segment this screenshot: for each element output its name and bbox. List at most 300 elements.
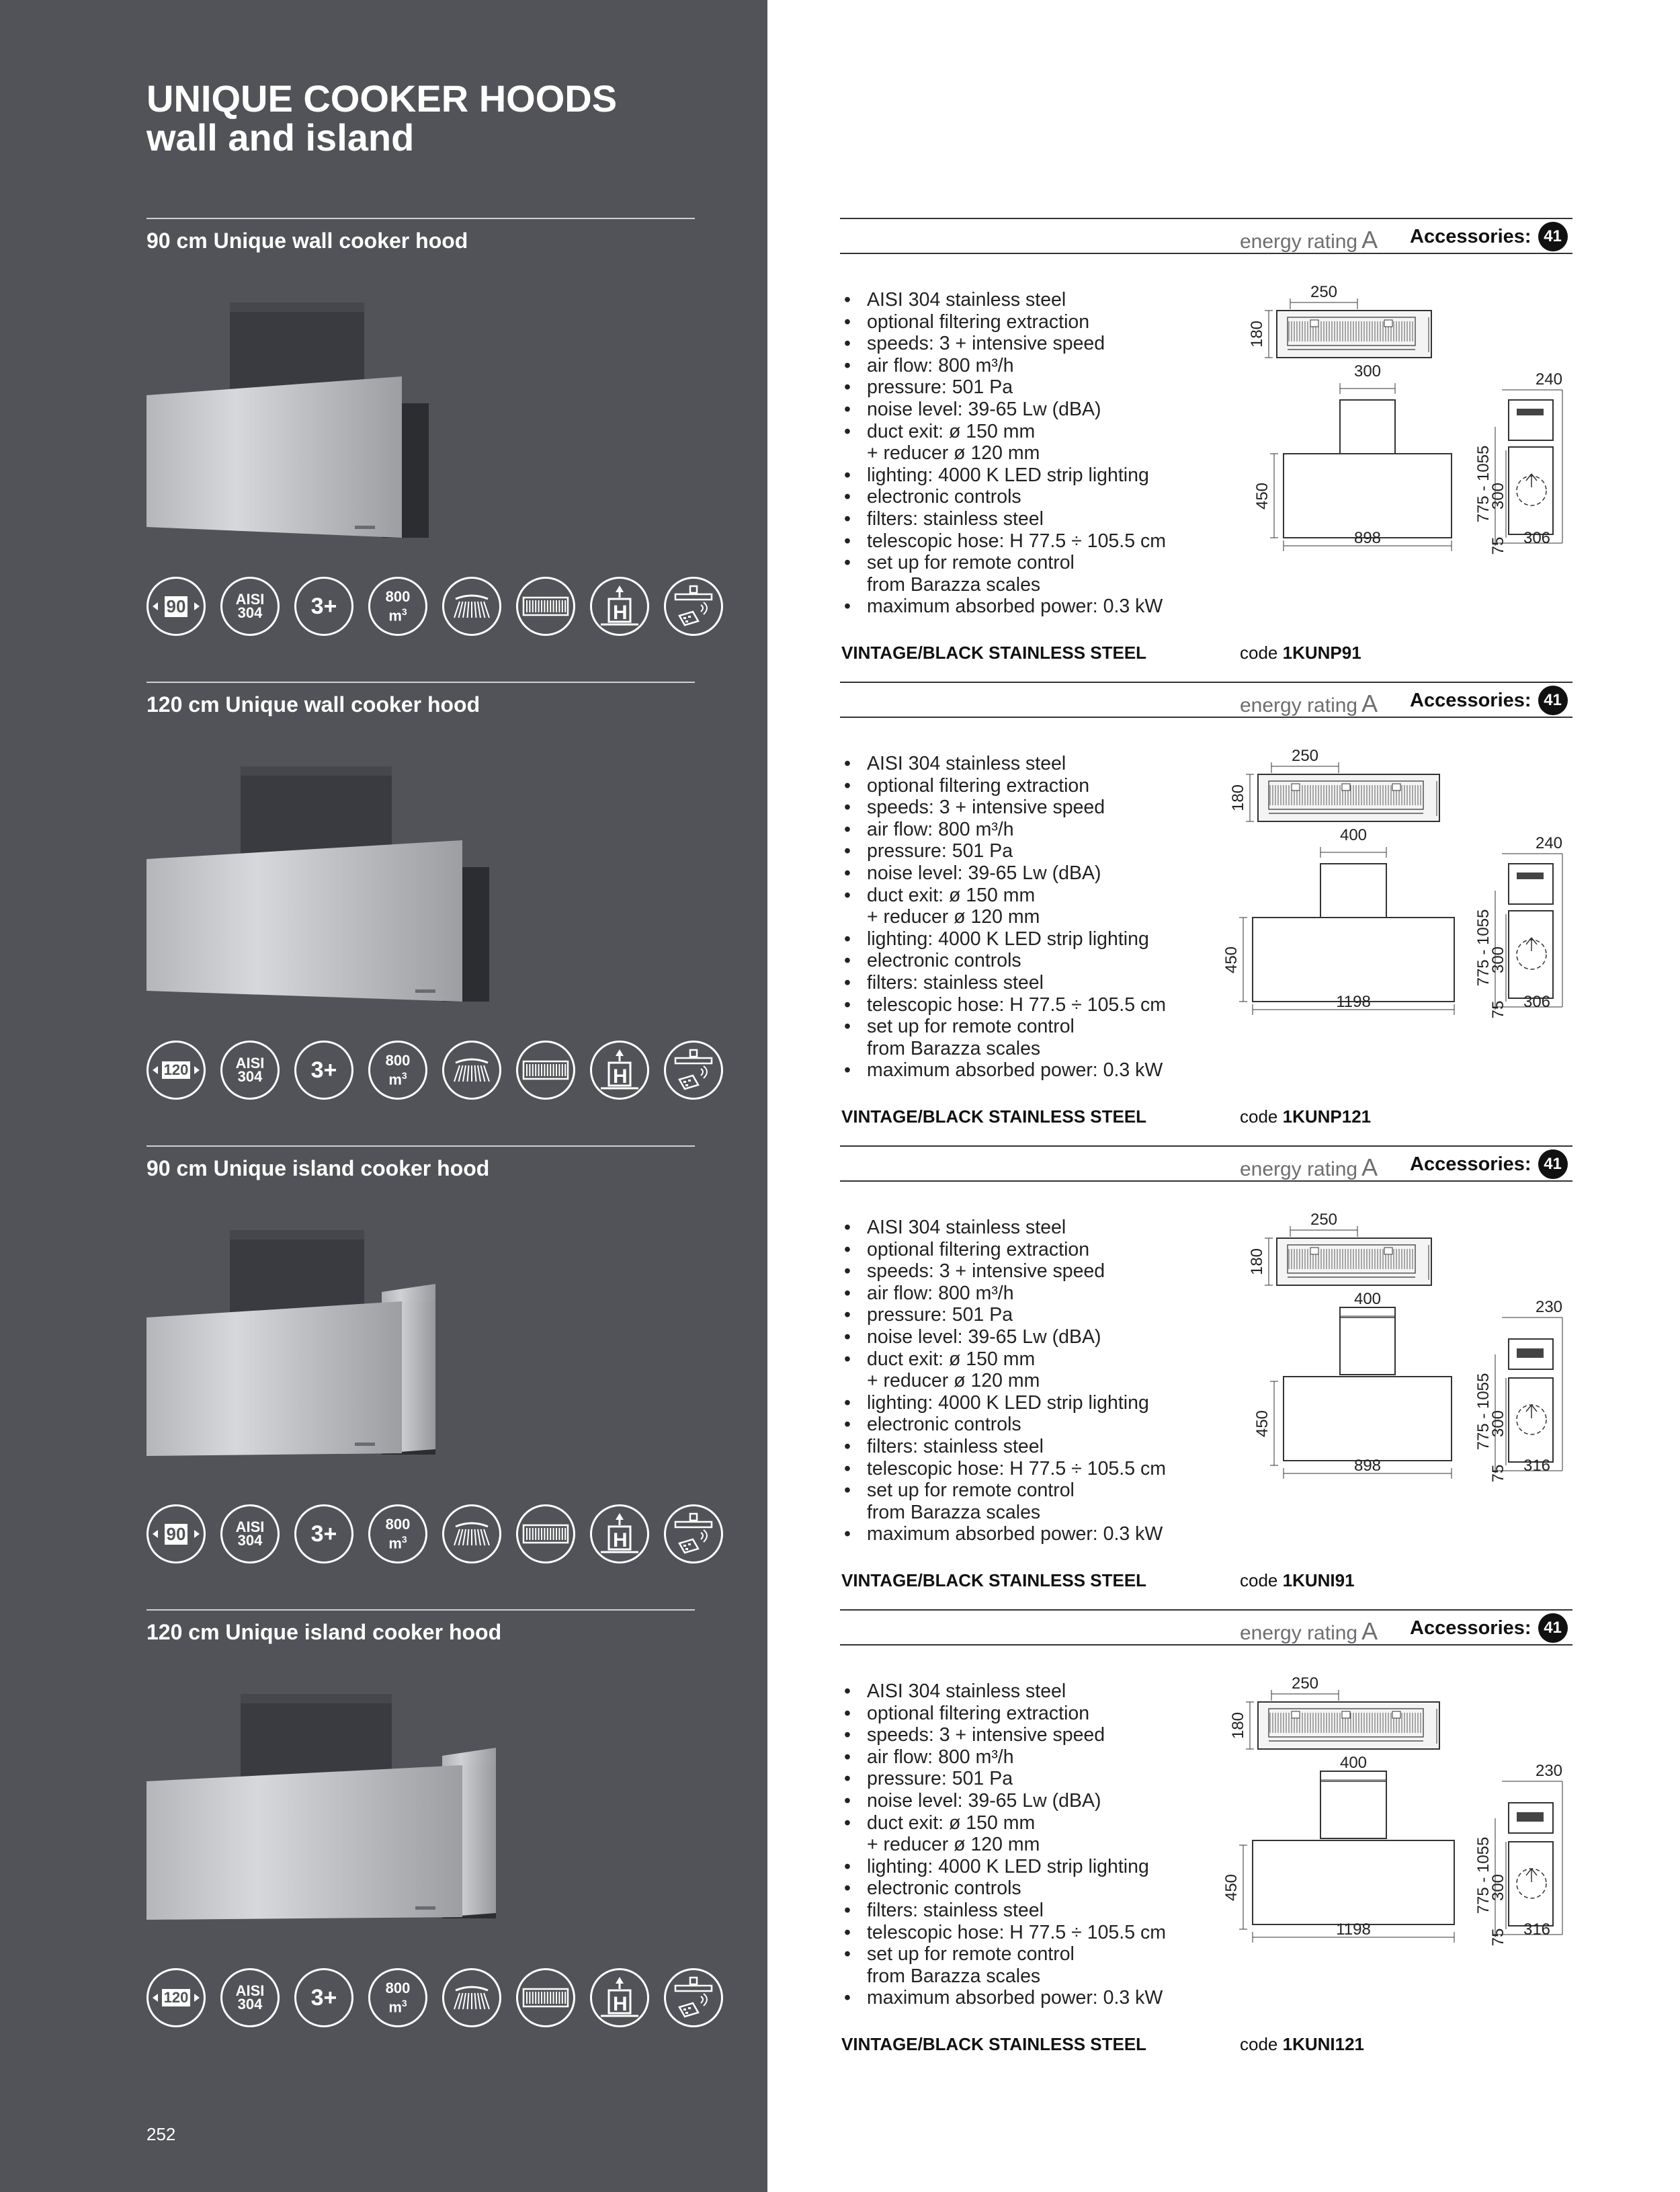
energy-rating <box>1240 1617 1378 1646</box>
product-code <box>1240 2034 1364 2055</box>
dimension-label: 300 <box>1489 1410 1507 1438</box>
feature-item <box>841 1414 1218 1436</box>
feature-text: optional filtering extraction <box>867 311 1090 333</box>
energy-rating <box>1240 1153 1378 1182</box>
accessories-link[interactable] <box>1410 222 1568 251</box>
bullet: • <box>844 774 851 797</box>
width-icon <box>146 1041 206 1100</box>
feature-text: filters: stainless steel <box>867 1435 1044 1457</box>
feature-text: filters: stainless steel <box>867 1899 1044 1921</box>
feature-item <box>841 1016 1218 1059</box>
dimension-label: 180 <box>1229 1711 1247 1740</box>
energy-class: A <box>1361 226 1378 253</box>
feature-text: electronic controls <box>867 1414 1021 1436</box>
feature-text: maximum absorbed power: 0.3 kW <box>867 1523 1163 1545</box>
feature-text: optional filtering extraction <box>867 1238 1090 1260</box>
dimension-label: 775 - 1055 <box>1474 1836 1493 1914</box>
dimension-label: 1198 <box>1336 993 1371 1011</box>
bullet: • <box>844 1238 851 1260</box>
airflow-icon <box>368 1041 427 1100</box>
feature-text: filters: stainless steel <box>867 971 1044 993</box>
dimension-label: 898 <box>1353 1457 1382 1475</box>
feature-item <box>841 972 1218 994</box>
feature-item <box>841 1987 1218 2009</box>
finish-label: VINTAGE/BLACK STAINLESS STEEL <box>841 643 1147 663</box>
feature-text: air flow: 800 m³/h <box>867 354 1014 376</box>
width-badge-label: 90 <box>165 596 188 617</box>
feature-text: noise level: 39-65 Lw (dBA) <box>867 398 1101 420</box>
feature-item <box>841 994 1218 1016</box>
feature-item <box>841 797 1218 819</box>
feature-text: from Barazza scales <box>867 573 1041 596</box>
accessories-label: Accessories: <box>1410 1617 1531 1639</box>
feature-text: AISI 304 stainless steel <box>867 1217 1066 1238</box>
speeds-icon <box>294 1041 353 1100</box>
telescopic-height-icon <box>590 1504 649 1564</box>
aisi-304-icon <box>220 1968 280 2027</box>
bullet: • <box>844 1812 851 1834</box>
feature-icons <box>146 1041 731 1105</box>
feature-item <box>841 421 1218 464</box>
feature-item <box>841 552 1218 596</box>
dimension-label: 775 - 1055 <box>1474 909 1493 987</box>
code-value: 1KUNI121 <box>1282 2034 1365 2054</box>
dimension-label: 450 <box>1222 946 1241 974</box>
dimension-label: 400 <box>1339 1754 1368 1772</box>
airflow-unit-exp: 3 <box>401 1069 407 1081</box>
bullet: • <box>844 1457 851 1479</box>
dimension-label: 75 <box>1489 536 1507 555</box>
remote-control-icon <box>664 577 723 636</box>
dimension-label: 75 <box>1489 1000 1507 1019</box>
bullet: • <box>844 1746 851 1768</box>
feature-icons <box>146 1968 731 2033</box>
page-title-line1: UNIQUE COOKER HOODS <box>146 77 618 120</box>
bullet: • <box>844 1348 851 1370</box>
energy-class: A <box>1361 1617 1378 1645</box>
bullet: • <box>844 1217 851 1238</box>
dimension-label: 230 <box>1535 1298 1563 1316</box>
airflow-unit-m: m <box>388 1998 402 2016</box>
bullet: • <box>844 1260 851 1283</box>
accessories-label: Accessories: <box>1410 689 1531 711</box>
dimension-label: 400 <box>1339 826 1368 844</box>
feature-list <box>841 1217 1218 1545</box>
bullet: • <box>844 1768 851 1790</box>
feature-text: AISI 304 stainless steel <box>867 289 1066 311</box>
airflow-unit <box>388 604 407 623</box>
feature-item <box>841 950 1218 972</box>
feature-text: lighting: 4000 K LED strip lighting <box>867 464 1149 486</box>
airflow-unit-m: m <box>388 1071 402 1088</box>
bullet: • <box>844 1282 851 1304</box>
product-code <box>1240 1570 1355 1591</box>
product-title: 90 cm Unique wall cooker hood <box>146 229 468 253</box>
feature-item <box>841 355 1218 377</box>
code-label: code <box>1240 2034 1283 2054</box>
bullet: • <box>844 993 851 1016</box>
energy-rating-label: energy rating <box>1240 1158 1358 1180</box>
bullet: • <box>844 1479 851 1502</box>
bullet: • <box>844 1414 851 1436</box>
airflow-unit-exp: 3 <box>401 606 407 617</box>
feature-text: speeds: 3 + intensive speed <box>867 1260 1105 1283</box>
spec-rule-bottom <box>840 253 1572 254</box>
feature-text: telescopic hose: H 77.5 ÷ 105.5 cm <box>867 530 1166 552</box>
energy-rating-label: energy rating <box>1240 694 1358 717</box>
feature-text: noise level: 39-65 Lw (dBA) <box>867 1326 1101 1348</box>
energy-rating-label: energy rating <box>1240 1622 1358 1644</box>
feature-item <box>841 1812 1218 1856</box>
bullet: • <box>844 311 851 333</box>
telescopic-height-icon <box>590 577 649 636</box>
telescopic-height-icon <box>590 1041 649 1100</box>
speeds-icon <box>294 1968 353 2027</box>
feature-item <box>841 486 1218 508</box>
feature-item <box>841 508 1218 530</box>
finish-label: VINTAGE/BLACK STAINLESS STEEL <box>841 1570 1147 1590</box>
spec-rule-top <box>840 1145 1572 1147</box>
dimension-label: 450 <box>1222 1873 1241 1902</box>
bullet: • <box>844 289 851 311</box>
airflow-value: 800 <box>385 587 411 605</box>
feature-text: maximum absorbed power: 0.3 kW <box>867 1059 1163 1082</box>
bullet: • <box>844 1855 851 1877</box>
feature-item <box>841 1746 1218 1769</box>
product-code <box>1240 1106 1371 1127</box>
dimension-label: 300 <box>1489 1873 1507 1902</box>
spec-rule-top <box>840 218 1572 219</box>
feature-text: telescopic hose: H 77.5 ÷ 105.5 cm <box>867 1921 1166 1943</box>
dimension-label: 75 <box>1489 1464 1507 1483</box>
code-value: 1KUNP121 <box>1282 1106 1372 1127</box>
feature-text: optional filtering extraction <box>867 1702 1090 1724</box>
speeds-label: 3+ <box>310 1984 337 2011</box>
dimension-label: 250 <box>1310 1211 1338 1229</box>
bullet: • <box>844 354 851 376</box>
feature-item <box>841 376 1218 399</box>
feature-text: + reducer ø 120 mm <box>867 442 1040 464</box>
feature-text: pressure: 501 Pa <box>867 376 1013 399</box>
bullet: • <box>844 486 851 508</box>
height-label: H <box>613 1993 628 2015</box>
aisi-grade: 304 <box>237 1068 263 1085</box>
airflow-value: 800 <box>385 1515 411 1533</box>
product-photo <box>146 753 550 1022</box>
feature-item <box>841 885 1218 928</box>
feature-item <box>841 775 1218 797</box>
feature-text: set up for remote control <box>867 552 1075 574</box>
code-label: code <box>1240 1106 1283 1127</box>
product-title: 120 cm Unique island cooker hood <box>146 1620 502 1644</box>
dimension-label: 300 <box>1353 362 1382 380</box>
width-icon <box>146 577 206 636</box>
width-badge-label: 90 <box>165 1524 188 1545</box>
feature-item <box>841 1680 1218 1703</box>
bullet: • <box>844 1523 851 1545</box>
energy-class: A <box>1361 1153 1378 1181</box>
code-label: code <box>1240 1570 1283 1590</box>
aisi-304-icon <box>220 1041 280 1100</box>
feature-item <box>841 1283 1218 1305</box>
dimension-label: 180 <box>1248 320 1266 348</box>
section-divider <box>146 1145 695 1147</box>
accessories-label: Accessories: <box>1410 1153 1531 1175</box>
feature-text: air flow: 800 m³/h <box>867 1282 1014 1304</box>
feature-item <box>841 289 1218 311</box>
product-code <box>1240 643 1361 663</box>
height-label: H <box>613 1065 628 1088</box>
feature-text: AISI 304 stainless steel <box>867 753 1066 774</box>
feature-item <box>841 1436 1218 1458</box>
bullet: • <box>844 1921 851 1943</box>
feature-icons <box>146 577 731 641</box>
feature-text: air flow: 800 m³/h <box>867 1746 1014 1768</box>
led-lighting-icon <box>442 1968 501 2027</box>
dimension-label: 400 <box>1353 1290 1382 1308</box>
feature-text: set up for remote control <box>867 1479 1075 1502</box>
speeds-icon <box>294 577 353 636</box>
feature-text: duct exit: ø 150 mm <box>867 420 1036 442</box>
feature-item <box>841 928 1218 950</box>
energy-rating <box>1240 690 1378 718</box>
feature-item <box>841 1900 1218 1922</box>
feature-text: pressure: 501 Pa <box>867 1304 1013 1326</box>
feature-item <box>841 1790 1218 1812</box>
airflow-unit <box>388 1068 407 1087</box>
bullet: • <box>844 1943 851 1965</box>
dimension-label: 230 <box>1535 1762 1563 1780</box>
feature-text: air flow: 800 m³/h <box>867 818 1014 840</box>
width-badge-label: 120 <box>162 1989 191 2006</box>
bullet: • <box>844 1789 851 1812</box>
feature-text: electronic controls <box>867 950 1021 972</box>
technical-drawing <box>1236 1210 1586 1519</box>
section-divider <box>146 218 695 219</box>
dimension-label: 300 <box>1489 482 1507 510</box>
code-value: 1KUNP91 <box>1282 643 1361 663</box>
feature-text: from Barazza scales <box>867 1501 1041 1523</box>
feature-text: noise level: 39-65 Lw (dBA) <box>867 862 1101 884</box>
filter-icon <box>516 577 575 636</box>
bullet: • <box>844 420 851 442</box>
feature-item <box>841 1326 1218 1348</box>
dimension-label: 316 <box>1523 1920 1551 1939</box>
bullet: • <box>844 840 851 862</box>
feature-text: speeds: 3 + intensive speed <box>867 797 1105 819</box>
bullet: • <box>844 1877 851 1900</box>
speeds-icon <box>294 1504 353 1564</box>
bullet: • <box>844 818 851 840</box>
airflow-icon <box>368 1504 427 1564</box>
energy-rating <box>1240 226 1378 254</box>
speeds-label: 3+ <box>310 1520 337 1547</box>
accessories-label: Accessories: <box>1410 225 1531 247</box>
bullet: • <box>844 1987 851 2009</box>
aisi-grade: 304 <box>237 1532 263 1549</box>
feature-icons <box>146 1504 731 1569</box>
feature-list <box>841 753 1218 1082</box>
feature-item <box>841 464 1218 487</box>
feature-text: from Barazza scales <box>867 1965 1041 1987</box>
product-photo <box>146 1217 550 1486</box>
spec-rule-bottom <box>840 1644 1572 1646</box>
feature-text: optional filtering extraction <box>867 774 1090 797</box>
feature-text: noise level: 39-65 Lw (dBA) <box>867 1789 1101 1812</box>
width-icon <box>146 1504 206 1564</box>
airflow-value: 800 <box>385 1979 411 1996</box>
feature-item <box>841 1304 1218 1326</box>
feature-item <box>841 1768 1218 1790</box>
feature-text: lighting: 4000 K LED strip lighting <box>867 928 1149 950</box>
bullet: • <box>844 398 851 420</box>
bullet: • <box>844 1899 851 1921</box>
spec-rule-top <box>840 1609 1572 1611</box>
accessories-link[interactable] <box>1410 1149 1568 1179</box>
led-lighting-icon <box>442 1504 501 1564</box>
feature-text: AISI 304 stainless steel <box>867 1680 1066 1702</box>
bullet: • <box>844 862 851 884</box>
bullet: • <box>844 884 851 906</box>
bullet: • <box>844 333 851 355</box>
product-title: 120 cm Unique wall cooker hood <box>146 692 480 717</box>
aisi-grade: 304 <box>237 604 263 621</box>
feature-text: duct exit: ø 150 mm <box>867 1348 1036 1370</box>
bullet: • <box>844 1304 851 1326</box>
code-label: code <box>1240 643 1283 663</box>
bullet: • <box>844 1680 851 1702</box>
airflow-value: 800 <box>385 1051 411 1069</box>
bullet: • <box>844 1059 851 1082</box>
energy-class: A <box>1361 690 1378 717</box>
dimension-label: 240 <box>1535 370 1563 389</box>
feature-text: electronic controls <box>867 1877 1021 1900</box>
dimension-label: 775 - 1055 <box>1474 445 1493 523</box>
feature-item <box>841 1479 1218 1523</box>
bullet: • <box>844 1016 851 1038</box>
feature-item <box>841 1523 1218 1545</box>
energy-rating-label: energy rating <box>1240 231 1358 253</box>
feature-text: from Barazza scales <box>867 1037 1041 1059</box>
feature-list <box>841 1680 1218 2009</box>
accessories-link[interactable] <box>1410 686 1568 715</box>
feature-item <box>841 1458 1218 1480</box>
airflow-icon <box>368 1968 427 2027</box>
feature-item <box>841 753 1218 775</box>
feature-item <box>841 1260 1218 1283</box>
airflow-unit-m: m <box>388 1535 402 1552</box>
section-divider <box>146 1609 695 1611</box>
filter-icon <box>516 1041 575 1100</box>
aisi-304-icon <box>220 1504 280 1564</box>
width-badge-label: 120 <box>162 1061 191 1079</box>
bullet: • <box>844 1724 851 1746</box>
remote-control-icon <box>664 1504 723 1564</box>
dimension-label: 300 <box>1489 946 1507 974</box>
remote-control-icon <box>664 1968 723 2027</box>
bullet: • <box>844 1391 851 1414</box>
bullet: • <box>844 376 851 399</box>
feature-text: maximum absorbed power: 0.3 kW <box>867 596 1163 618</box>
feature-item <box>841 1392 1218 1414</box>
feature-item <box>841 333 1218 355</box>
feature-item <box>841 862 1218 885</box>
feature-text: lighting: 4000 K LED strip lighting <box>867 1855 1149 1877</box>
feature-text: duct exit: ø 150 mm <box>867 1812 1036 1834</box>
aisi-label: AISI <box>235 1982 265 1999</box>
aisi-label: AISI <box>235 1055 265 1071</box>
accessories-page-badge: 41 <box>1538 222 1568 251</box>
feature-text: set up for remote control <box>867 1016 1075 1038</box>
feature-text: telescopic hose: H 77.5 ÷ 105.5 cm <box>867 1457 1166 1479</box>
feature-text: pressure: 501 Pa <box>867 840 1013 862</box>
feature-item <box>841 819 1218 841</box>
page-title-line2: wall and island <box>146 116 415 159</box>
feature-item <box>841 1239 1218 1261</box>
feature-text: + reducer ø 120 mm <box>867 1834 1040 1856</box>
accessories-page-badge: 41 <box>1538 686 1568 715</box>
feature-item <box>841 530 1218 553</box>
finish-label: VINTAGE/BLACK STAINLESS STEEL <box>841 1106 1147 1127</box>
bullet: • <box>844 464 851 486</box>
bullet: • <box>844 552 851 574</box>
feature-text: lighting: 4000 K LED strip lighting <box>867 1391 1149 1414</box>
feature-item <box>841 311 1218 333</box>
bullet: • <box>844 797 851 819</box>
remote-control-icon <box>664 1041 723 1100</box>
feature-text: + reducer ø 120 mm <box>867 906 1040 928</box>
feature-item <box>841 399 1218 421</box>
bullet: • <box>844 1326 851 1348</box>
code-value: 1KUNI91 <box>1282 1570 1355 1590</box>
aisi-label: AISI <box>235 1518 265 1535</box>
feature-item <box>841 1943 1218 1987</box>
finish-label: VINTAGE/BLACK STAINLESS STEEL <box>841 2034 1147 2054</box>
feature-item <box>841 1348 1218 1392</box>
airflow-unit-exp: 3 <box>401 1997 407 2008</box>
feature-list <box>841 289 1218 618</box>
width-icon <box>146 1968 206 2027</box>
feature-item <box>841 840 1218 862</box>
feature-text: pressure: 501 Pa <box>867 1768 1013 1790</box>
airflow-unit-m: m <box>388 607 402 624</box>
dimension-label: 306 <box>1523 529 1551 547</box>
dimension-label: 1198 <box>1336 1920 1371 1939</box>
technical-drawing <box>1222 746 1586 1055</box>
dimension-label: 250 <box>1291 1674 1319 1693</box>
filter-icon <box>516 1968 575 2027</box>
dimension-label: 450 <box>1253 1410 1271 1438</box>
technical-drawing <box>1236 282 1586 592</box>
feature-text: + reducer ø 120 mm <box>867 1370 1040 1392</box>
accessories-link[interactable] <box>1410 1613 1568 1643</box>
feature-item <box>841 1724 1218 1746</box>
dimension-label: 180 <box>1248 1248 1266 1276</box>
page-number: 252 <box>146 2124 176 2144</box>
bullet: • <box>844 1435 851 1457</box>
spec-rule-top <box>840 682 1572 683</box>
section-divider <box>146 682 695 683</box>
feature-text: telescopic hose: H 77.5 ÷ 105.5 cm <box>867 993 1166 1016</box>
speeds-label: 3+ <box>310 593 337 619</box>
feature-text: electronic controls <box>867 486 1021 508</box>
feature-text: duct exit: ø 150 mm <box>867 884 1036 906</box>
feature-item <box>841 596 1218 618</box>
led-lighting-icon <box>442 1041 501 1100</box>
airflow-icon <box>368 577 427 636</box>
technical-drawing <box>1222 1674 1586 1983</box>
dimension-label: 306 <box>1523 993 1551 1011</box>
